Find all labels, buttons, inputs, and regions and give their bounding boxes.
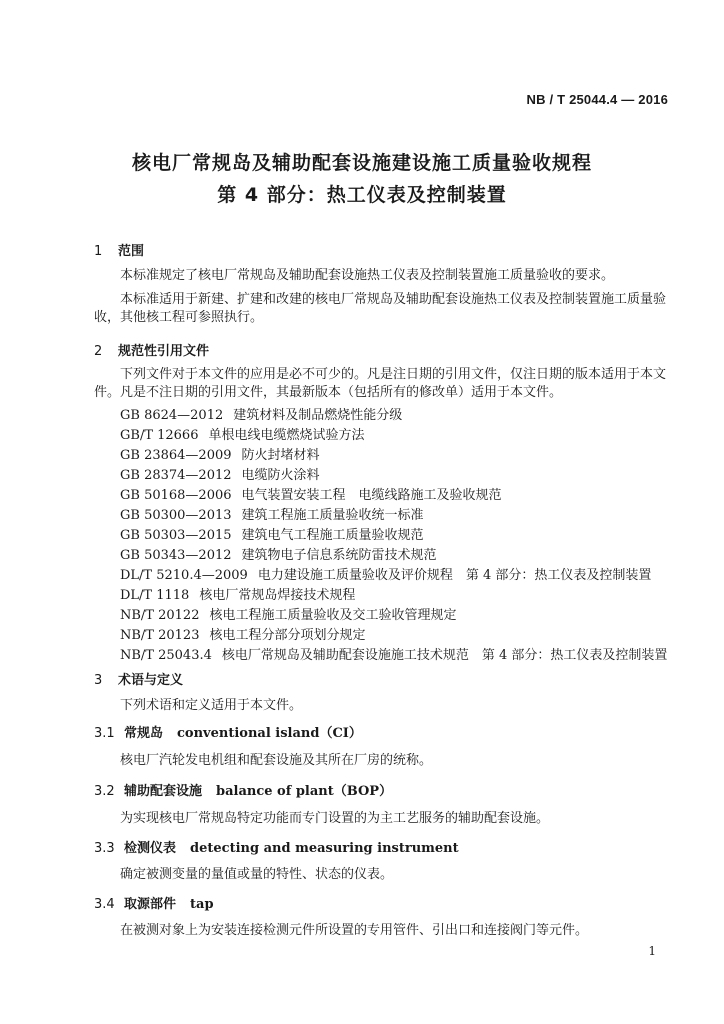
section-number: 2 [94,344,103,359]
section-3-intro: 下列术语和定义适用于本文件。 [120,698,303,713]
section-1-heading [94,240,144,259]
section-2-heading [94,340,209,359]
reference-item: GB 50168—2006 电气装置安装工程 电缆线路施工及验收规范 [120,488,502,503]
term-heading: 3.4 取源部件 tap [94,897,214,912]
reference-item: DL/T 1118 核电厂常规岛焊接技术规程 [120,588,356,603]
document-title: 核电厂常规岛及辅助配套设施建设施工质量验收规程 [131,152,592,174]
reference-item: GB 23864—2009 防火封堵材料 [120,448,320,463]
term-heading: 3.1 常规岛 conventional island（CI） [94,726,362,741]
standard-code: NB / T 25044.4 — 2016 [526,92,668,107]
section-number: 3 [94,673,103,688]
reference-item: GB 50300—2013 建筑工程施工质量验收统一标准 [120,508,424,523]
page-number: 1 [648,944,656,958]
reference-item: GB 8624—2012 建筑材料及制品燃烧性能分级 [120,408,403,423]
reference-item: NB/T 25043.4 核电厂常规岛及辅助配套设施施工技术规范 第 4 部分：热工仪表及控制装置 [120,648,668,663]
section-number: 1 [94,244,103,259]
document-subtitle: 第 4 部分：热工仪表及控制装置 [217,184,507,206]
section-1-para-2: 本标准适用于新建、扩建和改建的核电厂常规岛及辅助配套设施热工仪表及控制装置施工质量验 收，其他核工程可参照执行。 [94,292,667,325]
reference-item: NB/T 20123 核电工程分部分项划分规定 [120,628,366,643]
term-heading: 3.2 辅助配套设施 balance of plant（BOP） [94,784,393,799]
reference-item: GB/T 12666 单根电线电缆燃烧试验方法 [120,428,365,443]
reference-item: GB 50343—2012 建筑物电子信息系统防雷技术规范 [120,548,437,563]
term-definition: 核电厂汽轮发电机组和配套设施及其所在厂房的统称。 [120,753,433,768]
reference-item: DL/T 5210.4—2009 电力建设施工质量验收及评价规程 第 4 部分：热工仪表及控制装置 [120,568,652,583]
section-title: 术语与定义 [118,673,184,688]
section-title: 范围 [118,244,145,259]
term-heading: 3.3 检测仪表 detecting and measuring instrument [94,841,459,856]
reference-item: NB/T 20122 核电工程施工质量验收及交工验收管理规定 [120,608,457,623]
section-3-heading [94,669,183,688]
section-title: 规范性引用文件 [118,344,210,359]
term-definition: 在被测对象上为安装连接检测元件所设置的专用管件、引出口和连接阀门等元件。 [120,923,589,938]
term-definition: 为实现核电厂常规岛特定功能而专门设置的为主工艺服务的辅助配套设施。 [120,811,550,826]
section-2-intro: 下列文件对于本文件的应用是必不可少的。凡是注日期的引用文件，仅注日期的版本适用于本文 件。凡是不注日期的引用文件，其最新版本（包括所有的修改单）适用于本文件。 [94,367,667,400]
reference-item: GB 50303—2015 建筑电气工程施工质量验收规范 [120,528,424,543]
term-definition: 确定被测变量的量值或量的特性、状态的仪表。 [120,867,394,882]
reference-item: GB 28374—2012 电缆防火涂料 [120,468,320,483]
section-1-para-1: 本标准规定了核电厂常规岛及辅助配套设施热工仪表及控制装置施工质量验收的要求。 [120,268,615,283]
